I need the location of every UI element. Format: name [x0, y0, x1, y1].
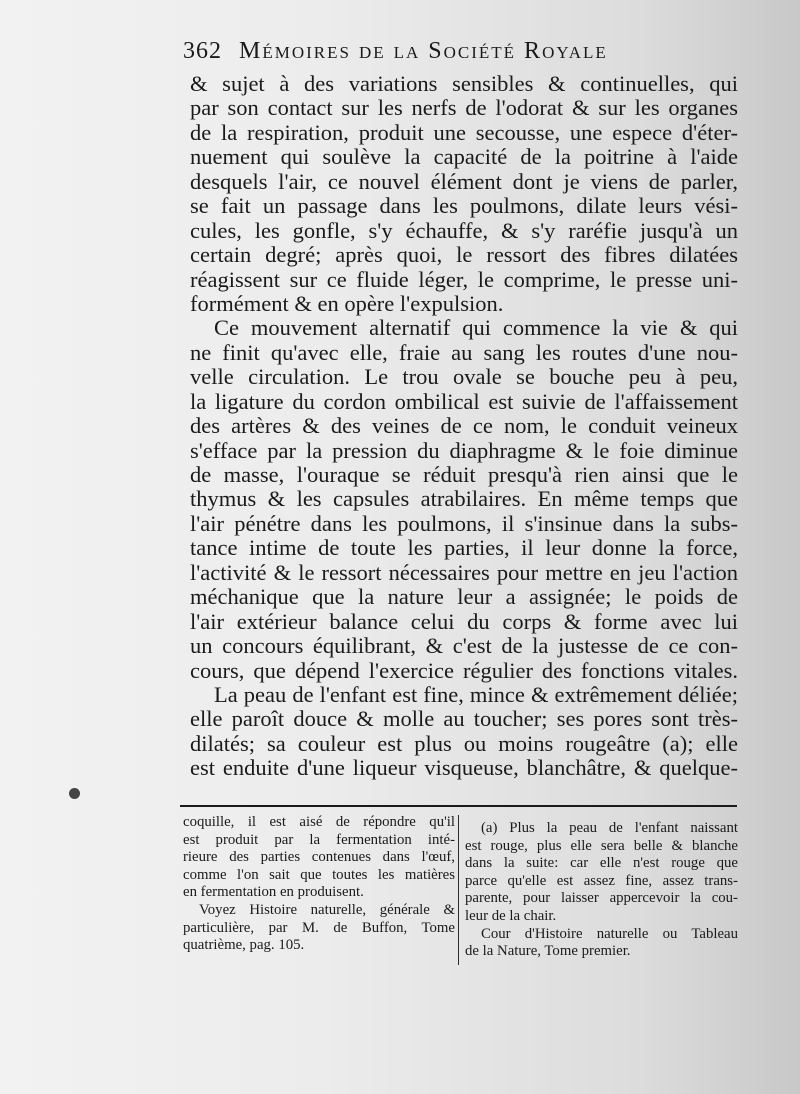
- footnote-line: Voyez Histoire naturelle, générale &: [199, 901, 455, 918]
- page-number: 362: [183, 38, 222, 64]
- footnote-line: (a) Plus la peau de l'enfant naissant: [481, 820, 738, 836]
- footnote-line: parente, pour laisser appercevoir la cou-: [465, 890, 738, 907]
- footnote-right: [465, 820, 738, 961]
- text-line: réagissent sur ce fluide léger, le comprime, le presse uni-: [190, 267, 738, 292]
- text-line: la ligature du cordon ombilical est suivie de l'affaissement: [190, 389, 738, 414]
- ink-spot: [69, 788, 80, 799]
- footnote-line: Cour d'Histoire naturelle ou Tableau: [481, 925, 738, 942]
- footnote-line: dans la suite: car elle n'est rouge que: [465, 855, 738, 872]
- text-line: nuement qui soulève la capacité de la poitrine à l'aide: [190, 145, 738, 170]
- text-line: s'efface par la pression du diaphragme & le foie diminue: [190, 438, 738, 463]
- text-line: La peau de l'enfant est fine, mince & extrêmement déliée;: [214, 682, 738, 707]
- text-line: cules, les gonfle, s'y échauffe, & s'y raréfie jusqu'à un: [190, 218, 738, 243]
- text-line: un concours équilibrant, & c'est de la justesse de ce con-: [190, 634, 738, 659]
- text-line: des artères & des veines de ce nom, le conduit veineux: [190, 414, 738, 439]
- main-text: [190, 72, 738, 781]
- footnote-line: de la Nature, Tome premier.: [465, 943, 631, 960]
- text-line: ne finit qu'avec elle, fraie au sang les routes d'une nou-: [190, 340, 738, 365]
- text-line: se fait un passage dans les poulmons, dilate leurs vési-: [190, 194, 738, 219]
- footnote-column-divider: [458, 815, 459, 965]
- text-line: méchanique que la nature leur a assignée; le poids de: [190, 585, 738, 610]
- text-line: velle circulation. Le trou ovale se bouche peu à peu,: [190, 365, 738, 390]
- text-line: l'activité & le ressort nécessaires pour mettre en jeu l'action: [190, 560, 738, 585]
- footnote-line: comme l'on sait que toutes les matières: [183, 866, 455, 883]
- text-line: par son contact sur les nerfs de l'odorat & sur les organes: [190, 96, 738, 121]
- text-line: cours, que dépend l'exercice régulier des fonctions vitales.: [190, 658, 738, 683]
- running-title: Mémoires de la Société Royale: [239, 38, 608, 64]
- footnote-line: coquille, il est aisé de répondre qu'il: [183, 814, 455, 830]
- text-line: & sujet à des variations sensibles & continuelles, qui: [190, 72, 738, 96]
- footnote-line: particulière, par M. de Buffon, Tome: [183, 919, 455, 936]
- footnote-left: [183, 814, 455, 955]
- text-line: certain degré; après quoi, le ressort des fibres dilatées: [190, 243, 738, 268]
- text-line: desquels l'air, ce nouvel élément dont je viens de parler,: [190, 169, 738, 194]
- footnote-line: est rouge, plus elle sera belle & blanche: [465, 837, 738, 854]
- text-line: tance intime de toute les parties, il leur donne la force,: [190, 536, 738, 561]
- footnote-line: en fermentation en produisent.: [183, 884, 364, 901]
- text-line: thymus & les capsules atrabilaires. En même temps que: [190, 487, 738, 512]
- text-line: formément & en opère l'expulsion.: [190, 291, 504, 316]
- footnote-line: est produit par la fermentation inté-: [183, 831, 455, 848]
- text-line: l'air pénétre dans les poulmons, il s'insinue dans la subs-: [190, 511, 738, 536]
- text-line: Ce mouvement alternatif qui commence la vie & qui: [214, 316, 738, 341]
- text-line: de la respiration, produit une secousse, une espece d'éter-: [190, 120, 738, 145]
- text-line: elle paroît douce & molle au toucher; ses pores sont très-: [190, 707, 738, 732]
- footnote-line: parce qu'elle est assez fine, assez trans-: [465, 872, 738, 889]
- text-line: de masse, l'ouraque se réduit presqu'à rien ainsi que le: [190, 463, 738, 487]
- footnote-rule: [180, 805, 737, 807]
- footnote-line: leur de la chair.: [465, 907, 557, 924]
- footnote-line: rieure des parties contenues dans l'œuf,: [183, 849, 455, 866]
- footnote-line: quatrième, pag. 105.: [183, 937, 305, 954]
- running-header: [183, 38, 703, 65]
- text-line: l'air extérieur balance celui du corps & forme avec lui: [190, 609, 738, 634]
- text-line: dilatés; sa couleur est plus ou moins rougeâtre (a); elle: [190, 731, 738, 756]
- text-line: est enduite d'une liqueur visqueuse, blanchâtre, & quelque-: [190, 756, 738, 781]
